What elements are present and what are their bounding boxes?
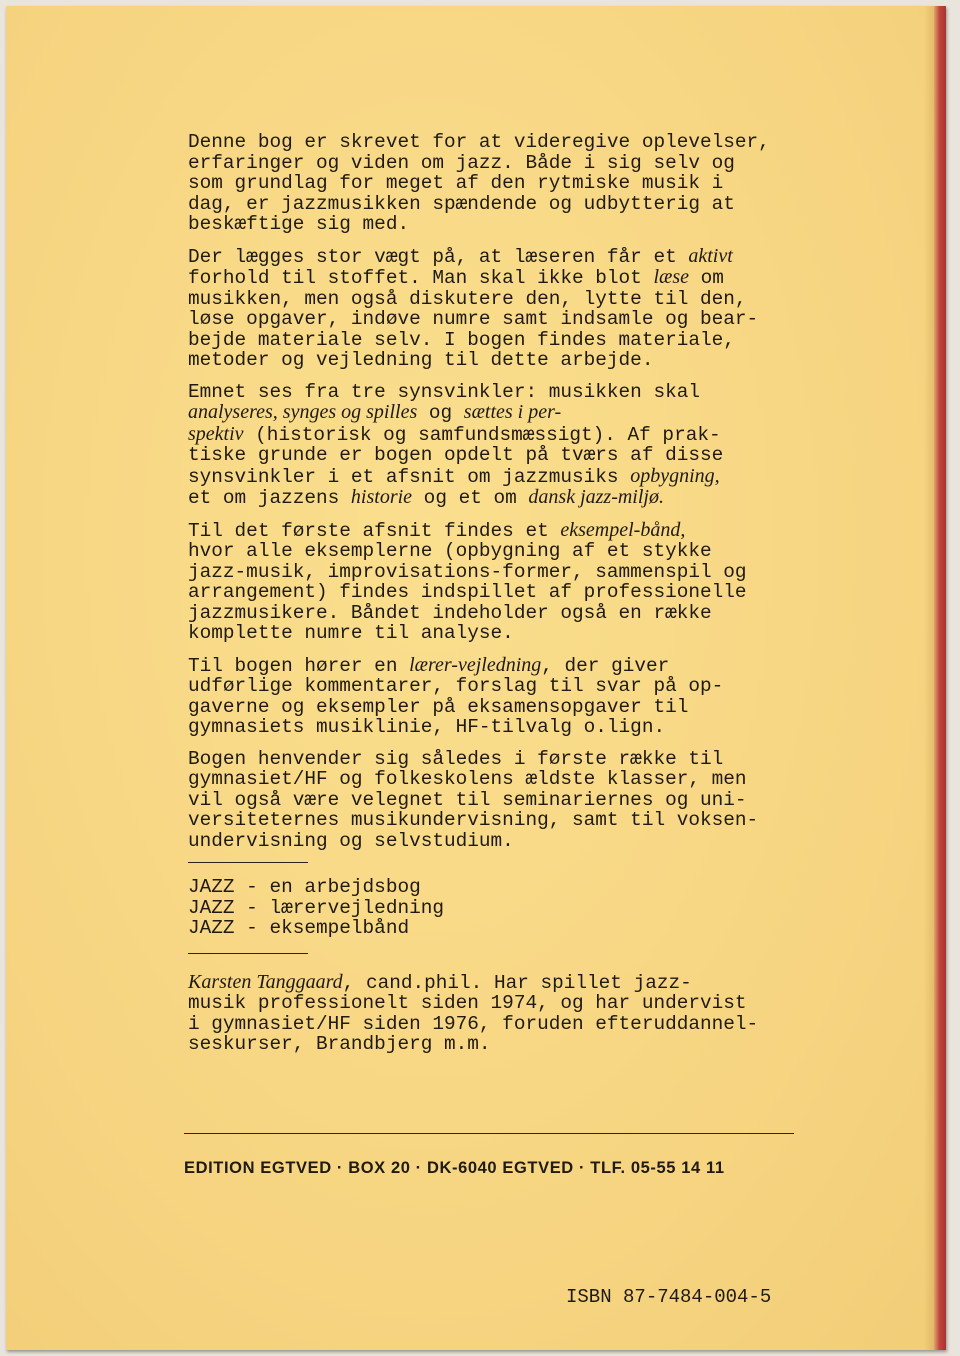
text-line: Denne bog er skrevet for at videregive oplevelser, <box>188 131 770 153</box>
text-line: JAZZ - eksempelbånd <box>188 917 410 939</box>
text-run: Til det første afsnit findes et <box>188 519 561 542</box>
isbn-number: ISBN 87-7484-004-5 <box>566 1286 772 1308</box>
cover-fold-shadow <box>924 6 934 1350</box>
text-run: forhold til stoffet. Man skal ikke blot <box>188 267 654 289</box>
divider-short-bottom <box>188 953 308 954</box>
text-line: komplette numre til analyse. <box>188 622 514 644</box>
text-line: hvor alle eksemplerne (opbygning af et stykke <box>188 540 712 562</box>
italic-text-run: lærer-vejledning <box>409 653 542 676</box>
text-run: , der giver <box>541 654 670 677</box>
text-line <box>188 267 828 289</box>
paragraph <box>188 655 828 738</box>
publisher-address: EDITION EGTVED · BOX 20 · DK-6040 EGTVED · TLF. 05-55 14 11 <box>184 1159 725 1177</box>
text-line: undervisning og selvstudium. <box>188 829 514 852</box>
text-run: , cand.phil. Har spillet jazz- <box>342 971 692 994</box>
text-line: vil også være velegnet til seminariernes og uni- <box>188 788 747 811</box>
italic-text-run: sættes i per- <box>463 401 562 423</box>
text-line: beskæftige sig med. <box>188 213 410 235</box>
text-line: jazzmusikere. Båndet indeholder også en række <box>188 601 712 624</box>
italic-text-run: analyseres, synges og spilles <box>188 401 418 423</box>
italic-text-run: historie <box>350 486 413 508</box>
text-line <box>188 246 828 268</box>
series-titles <box>188 877 828 939</box>
text-line: tiske grunde er bogen opdelt på tværs af disse <box>188 444 724 466</box>
divider-short-top <box>188 862 308 863</box>
description-paragraphs <box>188 132 828 851</box>
text-line <box>188 402 828 424</box>
text-line <box>188 972 828 994</box>
text-line: metoder og vejledning til dette arbejde. <box>188 349 654 371</box>
text-line <box>188 520 828 542</box>
text-line: JAZZ - en arbejdsbog <box>188 876 421 898</box>
text-line: gaverne og eksempler på eksamensopgaver til <box>188 695 689 718</box>
text-line <box>188 487 828 509</box>
text-run: om <box>689 267 724 289</box>
text-line: i gymnasiet/HF siden 1976, foruden efteruddannel- <box>188 1012 759 1035</box>
text-line: løse opgaver, indøve numre samt indsamle og bear- <box>188 308 759 330</box>
paragraph <box>188 382 828 509</box>
italic-text-run: dansk jazz-miljø. <box>528 486 664 508</box>
text-line: som grundlag for meget af den rytmiske musik i <box>188 172 724 194</box>
italic-text-run: læse <box>653 266 690 288</box>
italic-text-run: spektiv <box>188 422 244 445</box>
paragraph <box>188 520 828 644</box>
text-run: Der lægges stor vægt på, at læseren får et <box>188 245 689 268</box>
text-line: dag, er jazzmusikken spændende og udbytterig at <box>188 192 735 215</box>
text-line: musik professionelt siden 1974, og har undervist <box>188 992 747 1014</box>
italic-text-run: eksempel-bånd, <box>560 518 686 541</box>
text-line <box>188 655 828 677</box>
paragraph <box>188 246 828 371</box>
paragraph <box>188 749 828 852</box>
text-line: versiteternes musikundervisning, samt til voksen- <box>188 809 759 831</box>
text-line: bejde materiale selv. I bogen findes materiale, <box>188 328 735 351</box>
italic-text-run: Karsten Tanggaard <box>188 970 343 993</box>
text-line: musikken, men også diskutere den, lytte til den, <box>188 287 747 310</box>
text-line: JAZZ - lærervejledning <box>188 896 444 919</box>
text-line: Emnet ses fra tre synsvinkler: musikken skal <box>188 380 700 403</box>
text-line: seskurser, Brandbjerg m.m. <box>188 1033 491 1055</box>
text-line: gymnasiets musiklinie, HF-tilvalg o.lign. <box>188 716 666 738</box>
text-line <box>188 424 828 446</box>
book-back-cover <box>6 6 946 1350</box>
text-line <box>188 466 828 488</box>
text-line: erfaringer og viden om jazz. Både i sig selv og <box>188 151 735 174</box>
italic-text-run: aktivt <box>688 244 733 267</box>
italic-text-run: opbygning, <box>630 464 720 487</box>
text-run: og et om <box>412 487 529 509</box>
divider-long <box>184 1133 794 1134</box>
text-run: og <box>417 402 464 424</box>
cover-text-block <box>188 132 828 1066</box>
text-line: udførlige kommentarer, forslag til svar på op- <box>188 675 724 697</box>
text-line: jazz-musik, improvisations-former, sammenspil og <box>188 560 747 583</box>
red-spine-edge <box>934 6 946 1350</box>
text-line: Bogen henvender sig således i første række til <box>188 747 724 770</box>
text-line: gymnasiet/HF og folkeskolens ældste klasser, men <box>188 768 747 790</box>
text-run: (historisk og samfundsmæssigt). Af prak- <box>243 423 721 446</box>
paragraph <box>188 132 828 235</box>
text-run: synsvinkler i et afsnit om jazzmusiks <box>188 465 631 488</box>
text-line: arrangement) findes indspillet af professionelle <box>188 581 747 603</box>
author-bio <box>188 972 828 1055</box>
text-run: et om jazzens <box>188 487 351 509</box>
text-run: Til bogen hører en <box>188 654 410 677</box>
